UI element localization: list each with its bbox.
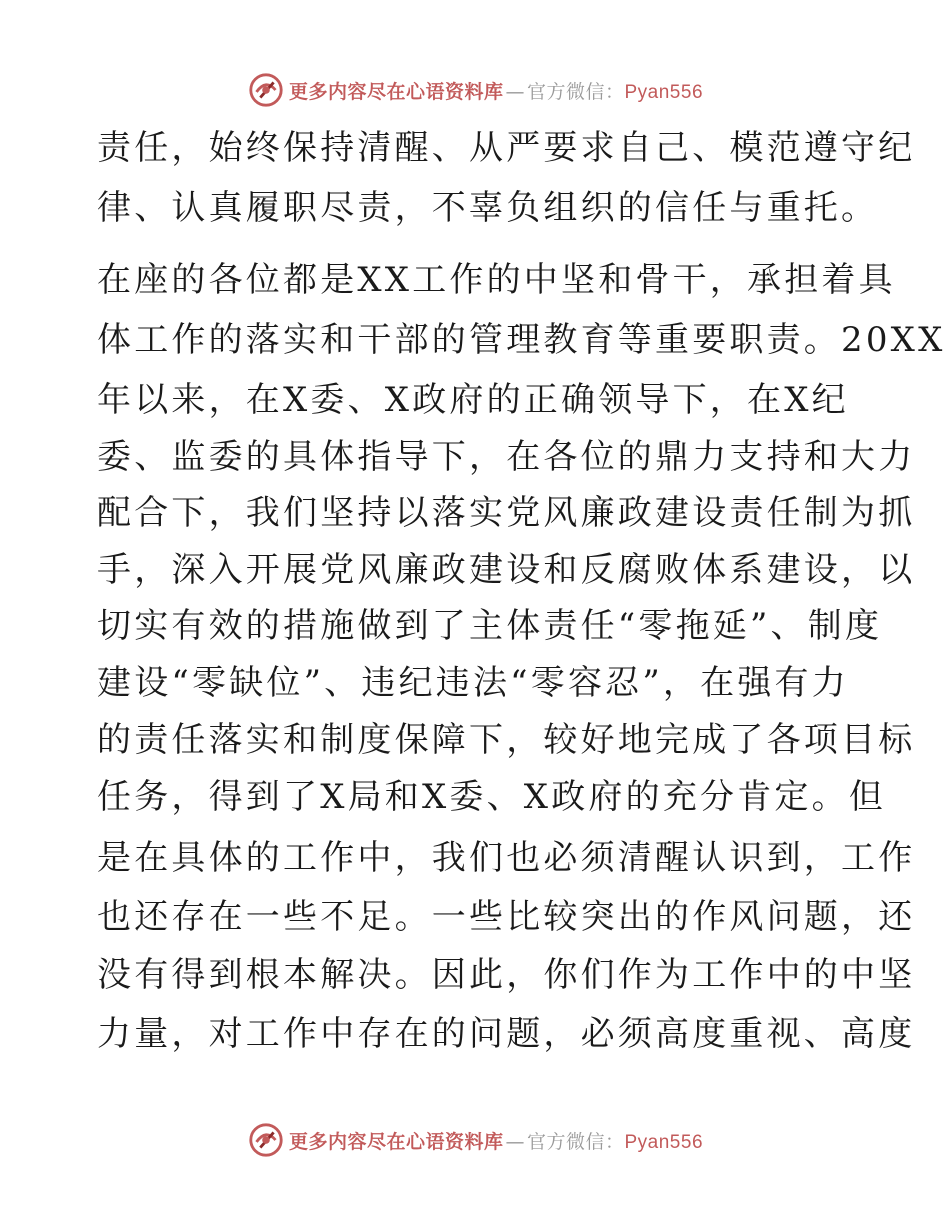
text-line: 没有得到根本解决。因此，你们作为工作中的中坚 xyxy=(97,955,916,995)
text-line: 年以来，在X委、X政府的正确领导下，在X纪 xyxy=(97,380,849,420)
text-line: 委、监委的具体指导下，在各位的鼎力支持和大力 xyxy=(97,437,916,477)
text-line: 手，深入开展党风廉政建设和反腐败体系建设，以 xyxy=(97,550,916,590)
text-line: 也还存在一些不足。一些比较突出的作风问题，还 xyxy=(97,897,916,937)
footer-watermark xyxy=(0,1120,950,1160)
text-line: 切实有效的措施做到了主体责任“零拖延”、制度 xyxy=(97,606,883,646)
text-line: 配合下，我们坚持以落实党风廉政建设责任制为抓 xyxy=(97,493,916,533)
text-line: 在座的各位都是XX工作的中坚和骨干，承担着具 xyxy=(97,260,896,300)
logo-icon xyxy=(247,1121,285,1159)
watermark-text: 更多内容尽在心语资料库 — 官方微信：Pyan556 xyxy=(288,1130,704,1153)
text-line: 体工作的落实和干部的管理教育等重要职责。20XX xyxy=(97,320,946,360)
text-line: 力量，对工作中存在的问题，必须高度重视、高度 xyxy=(97,1014,916,1054)
watermark-text: 更多内容尽在心语资料库 — 官方微信：Pyan556 xyxy=(288,80,704,103)
text-line: 律、认真履职尽责，不辜负组织的信任与重托。 xyxy=(97,188,879,228)
text-line: 是在具体的工作中，我们也必须清醒认识到，工作 xyxy=(97,838,916,878)
text-line: 责任，始终保持清醒、从严要求自己、模范遵守纪 xyxy=(97,128,916,168)
text-line: 任务，得到了X局和X委、X政府的充分肯定。但 xyxy=(97,777,887,817)
text-line: 的责任落实和制度保障下，较好地完成了各项目标 xyxy=(97,720,916,760)
text-line: 建设“零缺位”、违纪违法“零容忍”，在强有力 xyxy=(97,663,849,703)
